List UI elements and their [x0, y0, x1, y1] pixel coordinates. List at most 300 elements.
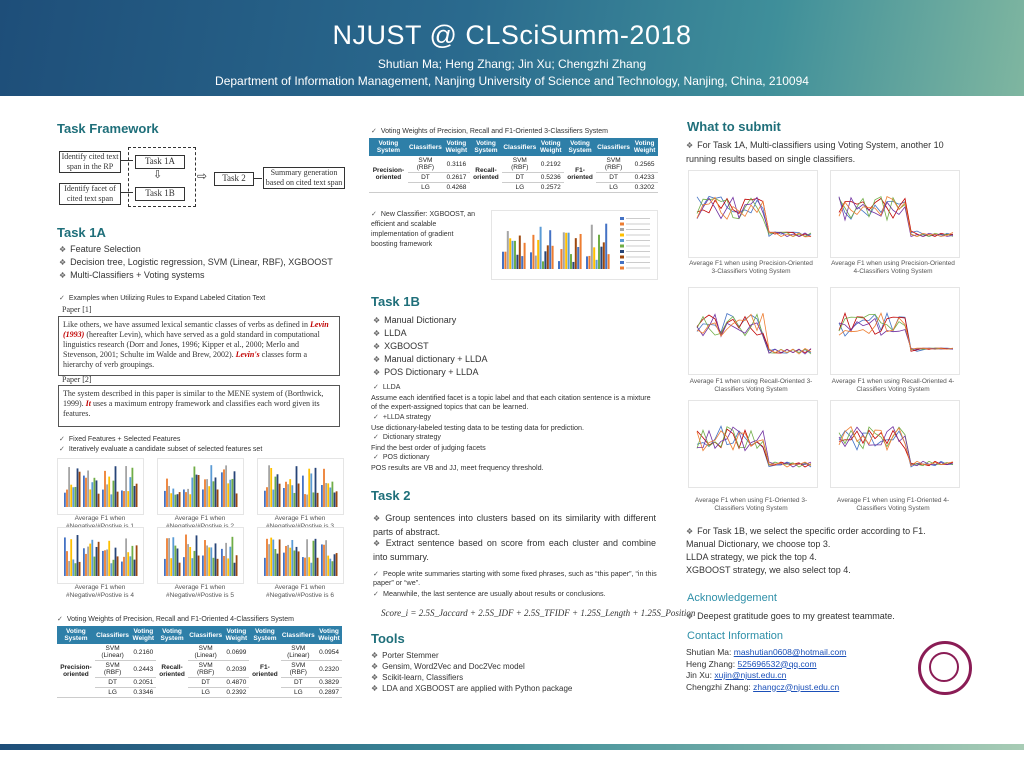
paper2-text-a: The system described in this paper is similar to the MENE system of (Borthwick, 1999).: [63, 389, 324, 408]
bar-mark: [134, 486, 136, 507]
bar-mark: [270, 538, 272, 576]
tool-3: ❖ Scikit-learn, Classifiers: [371, 672, 463, 683]
table-cell: LG: [188, 688, 224, 698]
bar-mark: [568, 233, 570, 269]
bar-mark: [129, 477, 131, 507]
line-caption-6: Average F1 when using F1-Oriented 4-Classifiers Voting System: [836, 497, 950, 512]
bar-mark: [98, 494, 100, 507]
task-framework-title: Task Framework: [57, 121, 159, 136]
bar-mark: [596, 260, 598, 269]
bar-mark: [79, 472, 81, 507]
table-cell: 0.4870: [223, 678, 249, 688]
acknowledgement-text: ❖ Deepest gratitude goes to my greatest teammate.: [686, 610, 895, 624]
bar-mark: [198, 475, 200, 507]
bar-mark: [289, 479, 291, 507]
task1a-bullet-2: ❖ Decision tree, Logistic regression, SVM (Linear, RBF), XGBOOST: [59, 256, 333, 270]
bar-chart-ratio-4: [57, 527, 144, 584]
bar-mark: [225, 465, 227, 507]
paper1-label: Paper [1]: [62, 305, 92, 314]
bar-mark: [189, 547, 191, 576]
task2-bullet-2: ❖ Extract sentence based on score from each cluster and combine into summary.: [373, 537, 656, 563]
bar-mark: [104, 471, 106, 507]
bar-mark: [542, 261, 544, 269]
bar-mark: [187, 489, 189, 507]
bar-mark: [187, 544, 189, 576]
bar-mark: [75, 563, 77, 576]
table-header: Voting Weight: [537, 138, 564, 156]
poster-title: NJUST @ CLSciSumm-2018: [332, 20, 692, 50]
tool-1: ❖ Porter Stemmer: [371, 650, 439, 661]
bar-mark: [127, 491, 129, 507]
bar-mark: [68, 467, 70, 507]
table-cell: DT: [408, 173, 443, 183]
series-line: [697, 314, 811, 354]
bar-mark: [223, 556, 225, 576]
bar-mark: [264, 558, 266, 576]
table-header: Classifiers: [596, 138, 631, 156]
bar-mark: [227, 558, 229, 576]
table-header: Voting System: [564, 138, 596, 156]
bar-mark: [298, 551, 300, 576]
bar-mark: [291, 540, 293, 576]
bar-mark: [277, 474, 279, 507]
table-row: [369, 183, 658, 193]
bar-mark: [210, 547, 212, 576]
table-header: Classifiers: [408, 138, 443, 156]
bar-caption-3: Average F1 when #Negative/#Postive is 3: [266, 515, 334, 530]
bar-mark: [132, 546, 134, 576]
bar-mark: [334, 493, 336, 507]
bar-mark: [113, 481, 115, 507]
bar-mark: [325, 540, 327, 576]
bar-mark: [227, 483, 229, 507]
bar-mark: [321, 485, 323, 507]
bar-caption-4: Average F1 when #Negative/#Postive is 4: [66, 584, 134, 599]
bar-mark: [537, 240, 539, 269]
bar-mark: [113, 560, 115, 576]
table4-note: ✓ Voting Weights of Precision, Recall and F1-Oriented 4-Classifiers System: [57, 615, 294, 624]
series-line: [697, 429, 811, 467]
bar-mark: [268, 465, 270, 507]
bar-mark: [277, 554, 279, 576]
bar-mark: [213, 481, 215, 507]
bar-mark: [217, 559, 219, 576]
bar-mark: [580, 234, 582, 269]
bar-mark: [115, 466, 117, 507]
paper1-text-b: (hereafter Levin), which have served as a gold standard in computational linguistics research (Dorr and Jones, 1996; Kipper et al., 2000; Merlo and Stevenson, 2001; Schulte im Walde and Brew, 2002).: [63, 330, 320, 359]
bar-mark: [179, 563, 181, 576]
bar-mark: [544, 251, 546, 269]
bar-mark: [608, 254, 610, 269]
bar-mark: [291, 485, 293, 507]
task1a-bullet-3: ❖ Multi-Classifiers + Voting systems: [59, 269, 204, 283]
bar-mark: [168, 538, 170, 576]
task2-title: Task 2: [371, 488, 411, 503]
bar-mark: [94, 557, 96, 576]
table-cell: 0.3829: [316, 678, 342, 688]
bar-mark: [575, 238, 577, 269]
bar-mark: [134, 560, 136, 576]
table-cell: SVM (Linear): [188, 644, 224, 661]
table-cell: 0.0699: [223, 644, 249, 661]
bar-mark: [89, 544, 91, 576]
bar-chart-ratio-6: [257, 527, 344, 584]
bar-mark: [172, 537, 174, 576]
bar-mark: [208, 486, 210, 507]
bar-mark: [310, 473, 312, 507]
bar-mark: [185, 492, 187, 507]
bar-mark: [66, 490, 68, 507]
paper2-text-b: uses a maximum entropy framework and classifies each word given its features.: [63, 399, 320, 418]
email-link-4[interactable]: zhangcz@njust.edu.cn: [753, 681, 840, 692]
table-row: [57, 644, 342, 661]
bar-mark: [603, 242, 605, 269]
bar-mark: [91, 482, 93, 507]
bar-mark: [125, 466, 127, 507]
bar-mark: [275, 549, 277, 576]
line-caption-2: Average F1 when using Precision-Oriented 4-Classifiers Voting System: [831, 260, 955, 275]
bar-mark: [323, 469, 325, 507]
bar-mark: [308, 469, 310, 507]
bar-mark: [565, 233, 567, 269]
table-cell: 0.2320: [316, 661, 342, 678]
bar-mark: [298, 484, 300, 507]
bar-mark: [279, 539, 281, 576]
bar-chart-ratio-1: [57, 458, 144, 515]
task1b-title: Task 1B: [371, 294, 420, 309]
bar-mark: [530, 252, 532, 269]
poster-header: [0, 0, 1024, 96]
right-arrow-icon: ⇨: [197, 169, 208, 183]
bar-mark: [125, 538, 127, 576]
table-cell: Precision-oriented: [57, 644, 95, 698]
email-link-1[interactable]: mashutian0608@hotmail.com: [733, 647, 847, 657]
table-cell: SVM (RBF): [502, 156, 537, 173]
bar-mark: [524, 243, 526, 269]
table-cell: DT: [95, 678, 131, 688]
line-caption-1: Average F1 when using Precision-Oriented 3-Classifiers Voting System: [689, 260, 813, 275]
table-cell: 0.2897: [316, 688, 342, 698]
table-cell: Recall-oriented: [470, 156, 502, 193]
bar-mark: [66, 551, 68, 576]
bar-mark: [285, 482, 287, 507]
bar-mark: [315, 539, 317, 576]
table-header: Classifiers: [188, 626, 224, 644]
bar-mark: [191, 558, 193, 576]
table-cell: F1- oriented: [564, 156, 596, 193]
table-header: Voting Weight: [316, 626, 342, 644]
bar-mark: [106, 484, 108, 507]
bar-mark: [598, 235, 600, 269]
table-cell: 0.2565: [631, 156, 658, 173]
bar-mark: [283, 553, 285, 576]
table-cell: DT: [281, 678, 317, 688]
table-cell: LG: [502, 183, 537, 193]
bar-mark: [175, 495, 177, 507]
task2-note-2: ✓ Meanwhile, the last sentence are usually about results or conclusions.: [373, 589, 606, 598]
bar-mark: [308, 557, 310, 576]
legend-swatch: [620, 267, 624, 270]
bar-mark: [283, 488, 285, 507]
bar-mark: [294, 550, 296, 576]
bar-mark: [123, 557, 125, 576]
xgboost-bar-chart: [491, 210, 658, 280]
bar-mark: [294, 493, 296, 507]
tool-4: ❖ LDA and XGBOOST are applied with Python package: [371, 683, 572, 694]
bar-mark: [166, 538, 168, 576]
table-cell: 0.2617: [443, 173, 470, 183]
legend-swatch: [620, 245, 624, 248]
contact-2: Heng Zhang: 525696532@qq.com: [686, 658, 817, 669]
legend-swatch: [620, 250, 624, 253]
pos-heading: ✓ POS dictionary: [373, 453, 430, 462]
bar-caption-6: Average F1 when #Negative/#Postive is 6: [266, 584, 334, 599]
framework-summary: Summary generation based on cited text span: [263, 167, 345, 189]
plus-llda-heading: ✓ +LLDA strategy: [373, 413, 431, 422]
bar-mark: [121, 490, 123, 507]
table-cell: DT: [502, 173, 537, 183]
bar-mark: [87, 470, 89, 507]
bar-mark: [272, 540, 274, 576]
bar-mark: [83, 476, 85, 507]
line-chart-f1-4: [830, 400, 960, 488]
bar-mark: [552, 246, 554, 269]
bar-mark: [170, 558, 172, 576]
bar-mark: [266, 487, 268, 507]
bar-mark: [215, 477, 217, 507]
table-cell: 0.2443: [130, 661, 156, 678]
table-cell: 0.4268: [443, 183, 470, 193]
bar-mark: [600, 247, 602, 269]
bar-mark: [302, 476, 304, 507]
series-line: [839, 197, 953, 237]
table-header: Classifiers: [281, 626, 317, 644]
table-header: Voting System: [369, 138, 408, 156]
paper2-it: It: [85, 399, 92, 408]
bar-mark: [136, 545, 138, 576]
table-cell: 0.3202: [631, 183, 658, 193]
framework-box-identify-facet: Identify facet of cited text span: [59, 183, 121, 205]
paper1-text-a: Like others, we have assumed lexical semantic classes of verbs as defined in: [63, 320, 311, 329]
bar-mark: [191, 478, 193, 507]
paper1-levin: Levin (1993): [63, 320, 329, 339]
bar-mark: [166, 479, 168, 507]
bar-mark: [535, 256, 537, 269]
dictionary-text: Find the best order of judging facets: [371, 443, 486, 452]
bar-mark: [225, 543, 227, 576]
bar-mark: [236, 555, 238, 576]
table-cell: F1- oriented: [249, 644, 280, 698]
bar-mark: [87, 547, 89, 576]
voting-weights-4-classifiers-table: [57, 626, 342, 698]
plus-llda-text: Use dictionary-labeled testing data to be testing data for prediction.: [371, 423, 584, 432]
bar-mark: [586, 256, 588, 269]
table-cell: 0.4233: [631, 173, 658, 183]
bar-mark: [315, 468, 317, 507]
bar-mark: [304, 494, 306, 507]
bar-mark: [79, 562, 81, 576]
bar-mark: [115, 548, 117, 576]
bar-mark: [268, 544, 270, 576]
bar-mark: [194, 467, 196, 507]
voting-weights-3-classifiers-table: [369, 138, 658, 193]
bar-mark: [85, 478, 87, 507]
acknowledgement-title: Acknowledgement: [687, 592, 777, 604]
bar-mark: [72, 559, 74, 576]
table-cell: 0.0954: [316, 644, 342, 661]
paper1-text-c: classes form a hierarchy of verb groupings.: [63, 350, 307, 369]
feature-note-1: ✓ Fixed Features + Selected Features: [59, 435, 180, 444]
table-cell: DT: [188, 678, 224, 688]
bar-chart-ratio-5: [157, 527, 244, 584]
task2-bullet-1: ❖ Group sentences into clusters based on its similarity with different parts of abstract.: [373, 512, 656, 538]
bar-mark: [317, 558, 319, 576]
bar-mark: [502, 252, 504, 269]
bar-mark: [327, 483, 329, 507]
bar-mark: [221, 472, 223, 507]
line-caption-3: Average F1 when using Recall-Oriented 3-Classifiers Voting System: [689, 378, 813, 393]
line-chart-recall-3: [688, 287, 818, 375]
table-cell: LG: [596, 183, 631, 193]
bar-mark: [514, 241, 516, 269]
bar-mark: [108, 477, 110, 507]
legend-swatch: [620, 217, 624, 220]
paper2-box: [58, 385, 340, 427]
bar-mark: [302, 557, 304, 576]
bar-mark: [213, 558, 215, 576]
bar-mark: [121, 562, 123, 576]
paper2-label: Paper [2]: [62, 375, 92, 384]
bar-mark: [232, 537, 234, 576]
bar-mark: [275, 477, 277, 507]
bar-mark: [75, 487, 77, 507]
bar-mark: [563, 232, 565, 269]
bar-mark: [329, 559, 331, 576]
email-link-3[interactable]: xujin@njust.edu.cn: [714, 670, 787, 680]
bar-mark: [183, 557, 185, 576]
bar-mark: [208, 547, 210, 576]
bar-mark: [202, 556, 204, 576]
paper1-box: [58, 316, 340, 376]
task1b-note-3: LLDA strategy, we pick the top 4.: [686, 552, 817, 562]
bar-mark: [605, 224, 607, 269]
framework-task2: Task 2: [214, 172, 254, 186]
bar-mark: [336, 553, 338, 576]
bar-mark: [136, 484, 138, 507]
bar-mark: [175, 546, 177, 576]
bar-mark: [189, 494, 191, 507]
bar-mark: [547, 245, 549, 269]
framework-task1b: Task 1B: [135, 187, 185, 201]
bar-mark: [332, 482, 334, 507]
bar-mark: [202, 489, 204, 507]
bar-mark: [532, 235, 534, 269]
bar-mark: [64, 493, 66, 507]
table-header: Voting System: [57, 626, 95, 644]
bar-mark: [572, 262, 574, 269]
series-line: [697, 427, 811, 467]
table-cell: DT: [596, 173, 631, 183]
bar-mark: [89, 489, 91, 507]
bar-mark: [285, 546, 287, 576]
task1b-bullet-4: ❖ Manual dictionary + LLDA: [373, 353, 487, 367]
bar-mark: [236, 493, 238, 507]
bar-mark: [287, 484, 289, 507]
bar-mark: [215, 543, 217, 576]
series-line: [697, 314, 811, 354]
bar-mark: [110, 563, 112, 576]
series-line: [697, 198, 811, 236]
bar-mark: [310, 563, 312, 576]
bar-mark: [210, 465, 212, 507]
table-header: Classifiers: [502, 138, 537, 156]
bar-mark: [170, 493, 172, 507]
table-row: [57, 678, 342, 688]
bar-mark: [313, 541, 315, 576]
bar-mark: [570, 254, 572, 269]
bar-mark: [289, 548, 291, 576]
bar-mark: [329, 487, 331, 507]
bar-mark: [96, 547, 98, 576]
university-logo: [918, 641, 972, 695]
bar-mark: [127, 552, 129, 576]
framework-task1a: Task 1A: [135, 155, 185, 169]
task1a-bullet-1: ❖ Feature Selection: [59, 243, 141, 257]
xgboost-note: ✓ New Classifier: XGBOOST, an efficient and scalable implementation of gradient boosting framework: [371, 210, 481, 250]
bar-mark: [217, 489, 219, 507]
contact-1: Shutian Ma: mashutian0608@hotmail.com: [686, 647, 847, 657]
bar-mark: [221, 549, 223, 576]
table-header: Voting System: [470, 138, 502, 156]
table-cell: SVM (Linear): [281, 644, 317, 661]
bar-mark: [104, 550, 106, 576]
series-line: [697, 431, 811, 467]
bar-mark: [577, 247, 579, 269]
bar-mark: [77, 468, 79, 507]
bar-mark: [185, 535, 187, 576]
legend-swatch: [620, 261, 624, 264]
tool-2: ❖ Gensim, Word2Vec and Doc2Vec model: [371, 661, 525, 672]
bar-mark: [323, 545, 325, 576]
bar-mark: [232, 479, 234, 507]
table-row: [57, 661, 342, 678]
framework-box-identify-span: Identify cited text span in the RP: [59, 151, 121, 173]
table-cell: 0.2160: [130, 644, 156, 661]
bar-mark: [521, 256, 523, 269]
bar-mark: [336, 491, 338, 507]
task1b-note-1: ❖ For Task 1B, we select the specific order according to F1.: [686, 525, 926, 539]
bar-caption-1: Average F1 when #Negative/#Postive is 1: [66, 515, 134, 530]
tools-title: Tools: [371, 631, 405, 646]
bar-mark: [204, 540, 206, 576]
bar-mark: [106, 549, 108, 576]
bar-mark: [98, 542, 100, 576]
legend-swatch: [620, 234, 624, 237]
bar-mark: [179, 492, 181, 507]
bar-mark: [206, 545, 208, 576]
bar-mark: [110, 494, 112, 507]
bar-mark: [558, 261, 560, 269]
bar-mark: [194, 551, 196, 576]
bar-mark: [223, 469, 225, 507]
bar-mark: [177, 494, 179, 507]
bar-mark: [306, 539, 308, 576]
email-link-2[interactable]: 525696532@qq.com: [737, 658, 817, 669]
table-cell: SVM (RBF): [596, 156, 631, 173]
table-cell: Recall-oriented: [156, 644, 188, 698]
score-formula: Score_i = 2.5S_Jaccard + 2.5S_IDF + 2.5S_TFIDF + 1.25S_Length + 1.25S_Position: [381, 608, 696, 618]
line-caption-4: Average F1 when using Recall-Oriented 4-Classifiers Voting System: [831, 378, 955, 393]
